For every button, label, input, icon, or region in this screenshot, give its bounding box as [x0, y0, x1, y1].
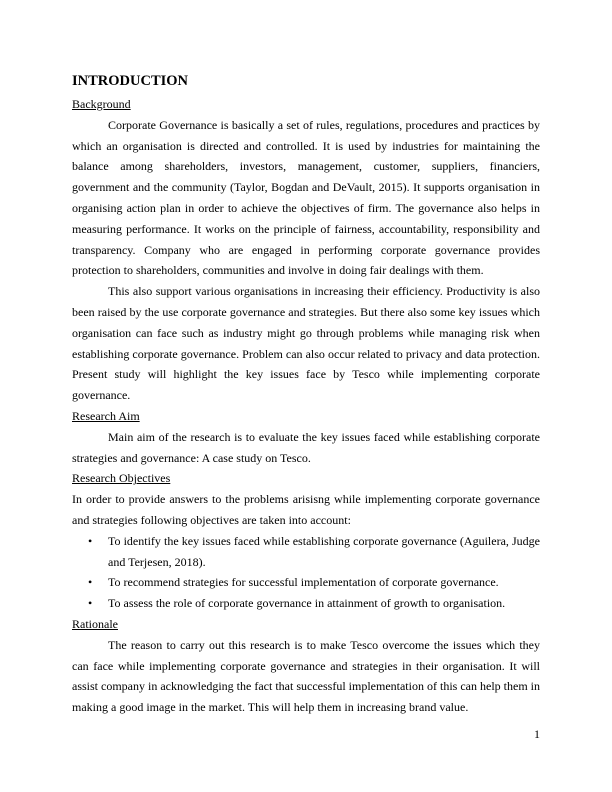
background-heading: Background: [72, 97, 131, 111]
document-page: [72, 72, 540, 718]
objective-text: To assess the role of corporate governance in attainment of growth to organisation.: [108, 596, 506, 611]
rationale-paragraph: The reason to carry out this research is to make Tesco overcome the issues which they can face while implementing corporate governance and strategies in their organisation. It will assist company in acknowledging the fact that successful implementation of this can help them in making a good image in the market. This will help them in increasing brand value.: [72, 637, 540, 715]
rationale-heading: Rationale: [72, 616, 118, 631]
objective-text: To identify the key issues faced while establishing corporate governance (Aguilera, Judge and Terjesen, 2018).: [108, 533, 540, 569]
list-item: [72, 531, 540, 573]
background-paragraph-1: Corporate Governance is basically a set of rules, regulations, procedures and practices by which an organisation is directed and controlled. It is used by industries for maintaining the balance among shareholders, investors, management, customer, suppliers, financiers, government and the community (Taylor, Bogdan and DeVault, 2015). It supports organisation in organising action plan in order to achieve the objectives of firm. The governance also helps in measuring performance. It works on the principle of fairness, accountability, responsibility and transparency. Company who are engaged in performing corporate governance provides protection to shareholders, communities and involve in doing fair dealings with them.: [72, 117, 540, 278]
research-aim-heading: Research Aim: [72, 408, 140, 423]
objective-text: To recommend strategies for successful implementation of corporate governance.: [108, 575, 499, 590]
list-item: [72, 593, 540, 614]
list-item: [72, 572, 540, 593]
bullet-icon: •: [88, 575, 93, 590]
page-number: 1: [534, 727, 540, 741]
background-paragraph-2: This also support various organisations in increasing their efficiency. Productivity is also been raised by the use corporate governance and strategies. But there also some key issues which organisation can face such as industry might go through problems while managing risk when establishing corporate governance. Problem can also occur related to privacy and data protection. Present study will highlight the key issues face by Tesco while implementing corporate governance.: [72, 284, 540, 403]
research-aim-paragraph: Main aim of the research is to evaluate the key issues faced while establishing corporate strategies and governance: A case study on Tesco.: [72, 429, 540, 465]
bullet-icon: •: [88, 533, 93, 548]
document-title: INTRODUCTION: [72, 73, 189, 89]
bullet-icon: •: [88, 596, 93, 611]
research-objectives-heading: Research Objectives: [72, 471, 171, 486]
research-objectives-intro: In order to provide answers to the problems arisisng while implementing corporate governance and strategies following objectives are taken into account:: [72, 492, 540, 527]
objectives-list: [72, 531, 540, 614]
